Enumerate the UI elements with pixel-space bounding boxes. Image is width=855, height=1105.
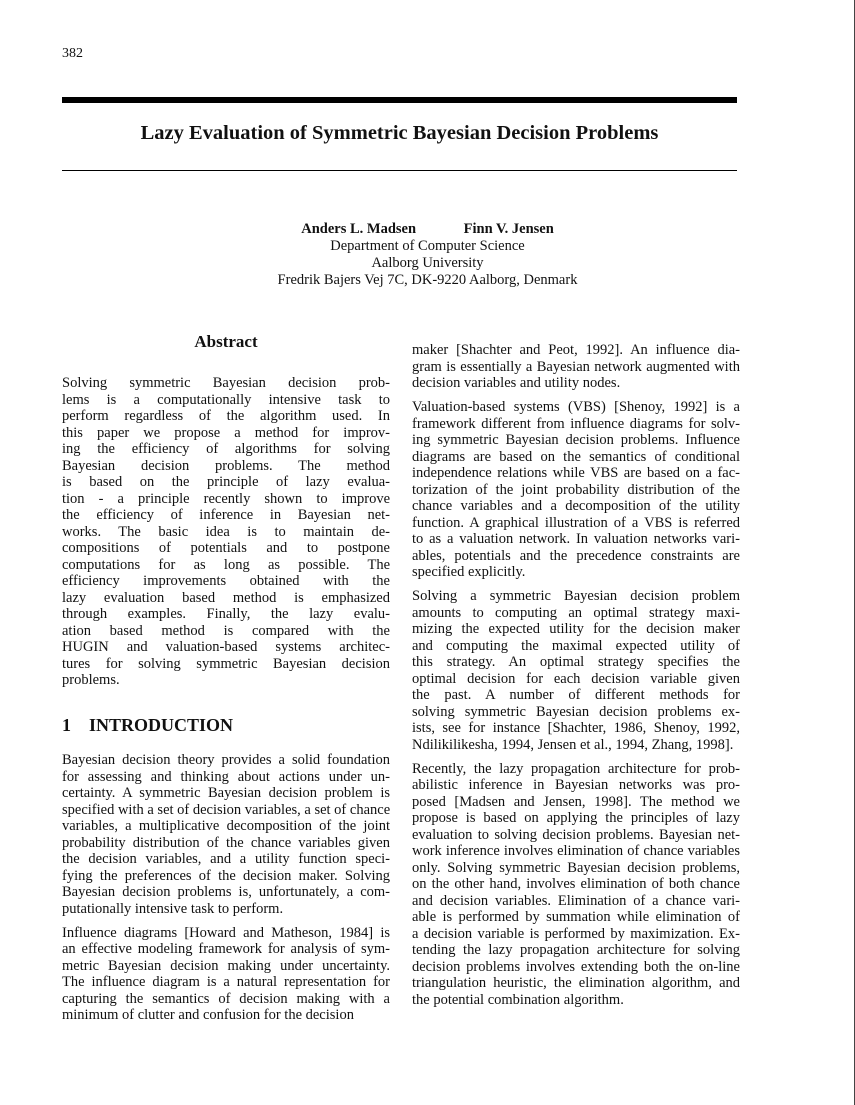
text-line: posed [Madsen and Jensen, 1998]. The method we: [412, 793, 740, 810]
affiliation-line: Fredrik Bajers Vej 7C, DK-9220 Aalborg, Denmark: [277, 272, 578, 288]
abstract-heading: Abstract: [194, 332, 258, 351]
text-line: The influence diagram is a natural representation for: [62, 974, 390, 990]
text-line: compositions of potentials and to postpone: [62, 540, 390, 556]
title-rule: [62, 170, 737, 171]
text-line: specified explicitly.: [412, 564, 526, 580]
paragraph: [412, 342, 740, 392]
text-line: diagrams are based on the semantics of conditional: [412, 448, 740, 465]
author-block: [0, 221, 855, 289]
text-line: the efficiency of inference in Bayesian net-: [62, 507, 390, 523]
paragraph: [62, 925, 390, 1024]
text-line: efficiency improvements obtained with the: [62, 573, 390, 589]
text-line: only. Solving symmetric Bayesian decision problems,: [412, 859, 740, 876]
text-line: solving symmetric Bayesian decision problems ex-: [412, 703, 740, 720]
text-line: tures for solving symmetric Bayesian decision: [62, 655, 390, 672]
affiliation-line: Department of Computer Science: [330, 238, 525, 254]
intro-right-column: [412, 342, 740, 1016]
text-line: ing the efficiency of algorithms for solving: [62, 441, 390, 457]
affiliation-line: Aalborg University: [371, 255, 484, 271]
text-line: Bayesian decision theory provides a solid foundation: [62, 752, 390, 768]
text-line: propose is based on applying the principles of lazy: [412, 810, 740, 826]
author-names: [0, 221, 855, 238]
text-line: HUGIN and valuation-based systems architec-: [62, 639, 390, 655]
text-line: Solving symmetric Bayesian decision prob-: [62, 375, 390, 391]
text-line: the past. A number of different methods for: [412, 687, 740, 703]
text-line: tion - a principle recently shown to improve: [62, 490, 390, 507]
text-line: optimal decision for each decision variable given: [412, 670, 740, 687]
text-line: works. The basic idea is to maintain de-: [62, 523, 390, 540]
text-line: metric Bayesian decision making under uncertainty.: [62, 957, 390, 974]
text-line: this paper we propose a method for improv-: [62, 424, 390, 441]
text-line: abilistic inference in Bayesian networks was pro-: [412, 777, 740, 793]
section-title: INTRODUCTION: [89, 715, 234, 735]
text-line: Influence diagrams [Howard and Matheson, 1984] is: [62, 924, 390, 941]
paragraph: [412, 399, 740, 581]
text-line: maker [Shachter and Peot, 1992]. An influence dia-: [412, 342, 740, 358]
text-line: computations for as long as possible. The: [62, 556, 390, 573]
text-line: probability distribution of the chance variables given: [62, 834, 390, 851]
intro-left-column: [62, 752, 390, 1031]
text-line: ing symmetric Bayesian decision problems. Influence: [412, 432, 740, 448]
text-line: Solving a symmetric Bayesian decision problem: [412, 588, 740, 604]
abstract-body: [62, 375, 390, 696]
text-line: is based on the principle of lazy evalua-: [62, 474, 390, 490]
text-line: through examples. Finally, the lazy evalu-: [62, 606, 390, 622]
text-line: mizing the expected utility for the decision maker: [412, 621, 740, 637]
text-line: and decision variables. Elimination of a chance vari-: [412, 892, 740, 909]
text-line: to as a valuation network. In valuation networks vari-: [412, 531, 740, 547]
text-line: fying the preferences of the decision maker. Solving: [62, 867, 390, 884]
text-line: able is performed by summation while elimination of: [412, 909, 740, 925]
header-bar: [62, 97, 737, 103]
text-line: minimum of clutter and confusion for the decision: [62, 1007, 354, 1023]
text-line: Recently, the lazy propagation architecture for prob-: [412, 760, 740, 777]
text-line: an effective modeling framework for analysis of sym-: [62, 941, 390, 957]
paragraph: [62, 375, 390, 689]
text-line: a decision variable is performed by maximization. Ex-: [412, 925, 740, 942]
author-name: Anders L. Madsen: [301, 221, 417, 237]
text-line: the decision variables, and a utility function speci-: [62, 851, 390, 867]
text-line: and computing the maximal expected utility of: [412, 637, 740, 654]
text-line: decision variables and utility nodes.: [412, 375, 621, 391]
text-line: triangulation heuristic, the elimination algorithm, and: [412, 975, 740, 991]
text-line: framework different from influence diagrams for solv-: [412, 415, 740, 432]
text-line: Bayesian decision problems is, unfortunately, a com-: [62, 884, 390, 900]
text-line: putationally intensive task to perform.: [62, 900, 284, 917]
text-line: perform regardless of the algorithm used. In: [62, 408, 390, 424]
text-line: work inference involves elimination of chance variables: [412, 843, 740, 859]
text-line: ists, see for instance [Shachter, 1986, Shenoy, 1992,: [412, 720, 740, 736]
text-line: function. A graphical illustration of a VBS is referred: [412, 514, 740, 531]
text-line: ation based method is compared with the: [62, 622, 390, 639]
section-heading: [62, 715, 233, 736]
text-line: problems.: [62, 672, 120, 688]
text-line: this strategy. An optimal strategy specifies the: [412, 654, 740, 670]
text-line: the potential combination algorithm.: [412, 991, 624, 1008]
text-line: decision problems involves extending both the on-line: [412, 958, 740, 975]
text-line: lazy evaluation based method is emphasized: [62, 589, 390, 606]
paragraph: [412, 761, 740, 1009]
text-line: Valuation-based systems (VBS) [Shenoy, 1992] is a: [412, 399, 740, 415]
text-line: for assessing and thinking about actions under un-: [62, 768, 390, 785]
text-line: torization of the joint probability distribution of the: [412, 481, 740, 498]
text-line: evaluation to solving decision problems. Bayesian net-: [412, 826, 740, 843]
text-line: on the other hand, involves elimination of both chance: [412, 876, 740, 892]
text-line: tending the lazy propagation architecture for solving: [412, 942, 740, 958]
text-line: Ndilikilikesha, 1994, Jensen et al., 1994, Zhang, 1998].: [412, 736, 734, 753]
text-line: gram is essentially a Bayesian network augmented with: [412, 358, 740, 375]
text-line: independence relations while VBS are based on a fac-: [412, 465, 740, 481]
paper-title: Lazy Evaluation of Symmetric Bayesian Decision Problems: [140, 122, 659, 144]
text-line: specified with a set of decision variables, a set of chance: [62, 801, 391, 818]
paragraph: [412, 588, 740, 753]
text-line: lems is a computationally intensive task to: [62, 391, 390, 408]
text-line: Bayesian decision problems. The method: [62, 457, 390, 474]
text-line: ables, potentials and the precedence constraints are: [412, 547, 740, 564]
page-number: 382: [62, 46, 83, 61]
text-line: amounts to computing an optimal strategy maxi-: [412, 604, 740, 621]
text-line: certainty. A symmetric Bayesian decision problem is: [62, 785, 390, 801]
section-number: 1: [62, 715, 71, 735]
author-name: Finn V. Jensen: [463, 221, 554, 237]
text-line: capturing the semantics of decision making with a: [62, 990, 390, 1007]
paragraph: [62, 752, 390, 917]
text-line: chance variables and a decomposition of the utility: [412, 498, 740, 514]
text-line: variables, a multiplicative decomposition of the joint: [62, 818, 390, 834]
